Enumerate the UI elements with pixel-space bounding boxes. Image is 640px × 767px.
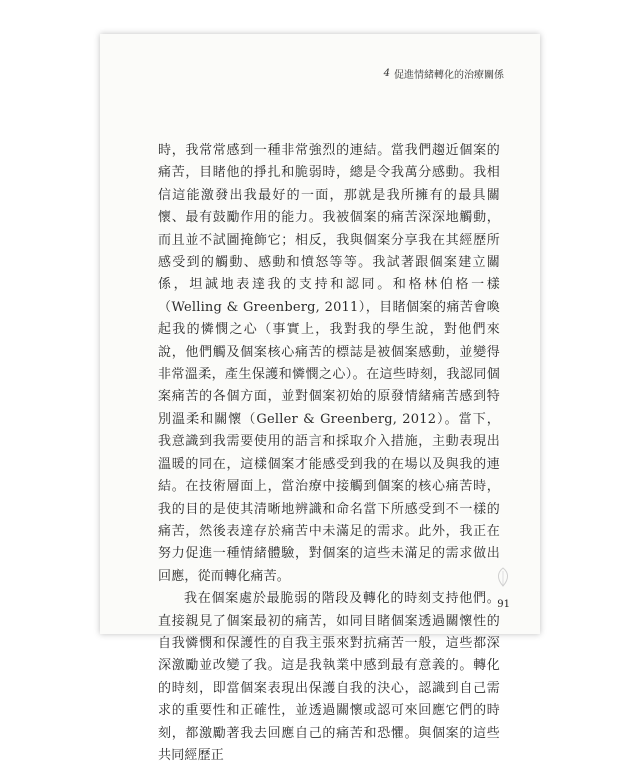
leaf-ornament-icon bbox=[492, 566, 514, 588]
page-number: 91 bbox=[497, 599, 510, 610]
body-text bbox=[158, 140, 500, 767]
chapter-title: 促進情緒轉化的治療關係 bbox=[394, 70, 504, 81]
book-page bbox=[100, 34, 540, 763]
running-head bbox=[384, 66, 504, 81]
chapter-number: 4 bbox=[383, 68, 390, 79]
paragraph: 時，我常常感到一種非常強烈的連結。當我們趨近個案的痛苦，目睹他的掙扎和脆弱時，總是令我萬分感動。我相信這能激發出我最好的一面，那就是我所擁有的最具關懷、最有鼓勵作用的能力。我被個案的痛苦深深地觸動，而且並不試圖掩飾它；相反，我與個案分享我在其經歷所感受到的觸動、感動和憤怒等等。我試著跟個案建立關係，坦誠地表達我的支持和認同。和格林伯格一樣（Welling & Greenberg, 2011），目睹個案的痛苦會喚起我的憐憫之心（事實上，我對我的學生說，對他們來說，他們觸及個案核心痛苦的標誌是被個案感動，並變得非常溫柔，產生保護和憐憫之心）。在這些時刻，我認同個案痛苦的各個方面，並對個案初始的原發情緒痛苦感到特別溫柔和關懷（Geller & Greenberg, 2012）。當下，我意識到我需要使用的語言和採取介入措施，主動表現出溫暖的同在，這樣個案才能感受到我的在場以及與我的連結。在技術層面上，當治療中接觸到個案的核心痛苦時，我的目的是使其清晰地辨識和命名當下所感受到不一樣的痛苦，然後表達存於痛苦中未滿足的需求。此外，我正在努力促進一種情緒體驗，對個案的這些未滿足的需求做出回應，從而轉化痛苦。 bbox=[158, 143, 500, 584]
paragraph: 我在個案處於最脆弱的階段及轉化的時刻支持他們。直接親見了個案最初的痛苦，如同目睹個案透過關懷性的自我憐憫和保護性的自我主張來對抗痛苦一般，這些都深深激勵並改變了我。這是我執業中感到最有意義的。轉化的時刻，即當個案表現出保護自我的決心，認識到自己需求的重要性和正確性，並透過關懷或認可來回應它們的時刻，都激勵著我去回應自己的痛苦和恐懼。與個案的這些共同經歷正 bbox=[158, 591, 500, 763]
